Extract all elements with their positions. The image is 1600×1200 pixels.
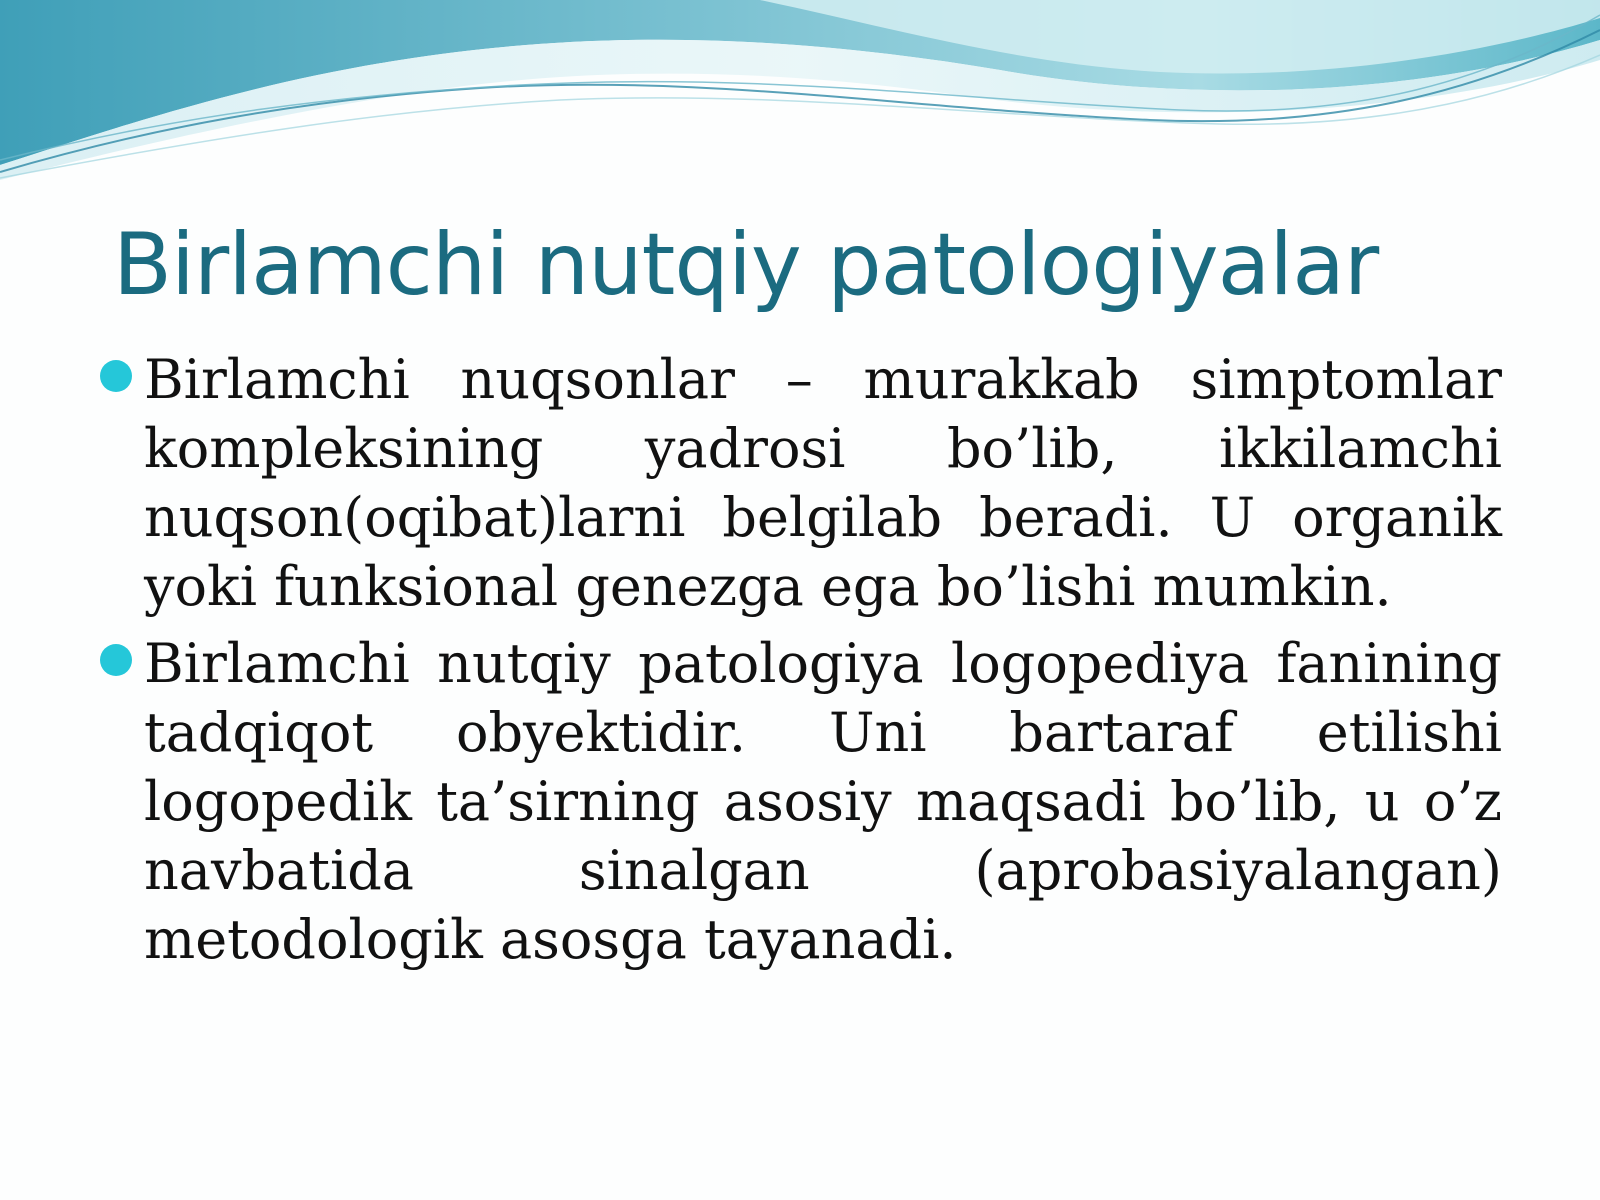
bullet-list	[100, 345, 1502, 982]
slide-title: Birlamchi nutqiy patologiyalar	[113, 215, 1379, 315]
header-wave-decoration	[0, 0, 1600, 200]
bullet-dot-icon	[100, 360, 132, 392]
bullet-dot-icon	[100, 644, 132, 676]
bullet-item	[100, 345, 1502, 621]
bullet-text: Birlamchi nuqsonlar – murakkab simptomlar kompleksining yadrosi bo’lib, ikkilamchi nuqson(oqibat)larni belgilab beradi. U organik yoki funksional genezga ega bo’lishi mumkin.	[144, 348, 1502, 618]
bullet-text: Birlamchi nutqiy patologiya logopediya fanining tadqiqot obyektidir. Uni bartaraf etilishi logopedik ta’sirning asosiy maqsadi bo’lib, u o’z navbatida sinalgan (aprobasiyalangan) metodologik asosga tayanadi.	[144, 632, 1502, 971]
bullet-item	[100, 629, 1502, 974]
